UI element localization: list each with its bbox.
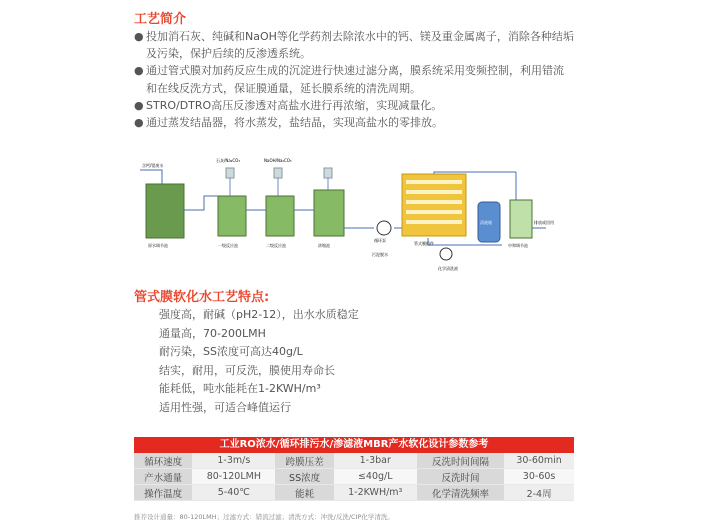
outlet-label: 排放或回用	[534, 220, 554, 225]
dosing-unit	[226, 168, 234, 178]
design-parameter-table	[134, 437, 574, 501]
param-key: 反洗时间	[417, 469, 504, 485]
param-value: 5-40℃	[192, 485, 275, 501]
param-key: 操作温度	[134, 485, 192, 501]
param-key: 产水通量	[134, 469, 192, 485]
membrane-label: 管式膜组件	[414, 241, 434, 246]
sludge-label: 污泥脱水	[372, 252, 388, 257]
intro-bullet-text: 通过蒸发结晶器，将水蒸发，盐结晶，实现高盐水的零排放。	[146, 116, 443, 130]
param-value: 1-3m/s	[192, 453, 275, 469]
neutralization-tank	[510, 200, 532, 238]
tank3-label: 二级反应池	[266, 243, 286, 248]
feature-item: 耐污染，SS浓度可高达40g/L	[159, 345, 303, 359]
bullet-icon: ●	[134, 116, 144, 130]
bullet-icon: ●	[134, 98, 144, 112]
param-value: 2-4周	[504, 485, 574, 501]
bullet-icon: ●	[134, 64, 144, 78]
param-value: 80-120LMH	[192, 469, 275, 485]
membrane-tube	[406, 190, 462, 194]
membrane-tube	[406, 180, 462, 184]
feature-item: 适用性强，可适合峰值运行	[159, 400, 291, 414]
features-list	[159, 306, 359, 418]
raw-water-tank	[146, 184, 184, 238]
concentration-tank	[314, 190, 344, 236]
footnote: 推荐设计通量：80-120LMH；过滤方式：错流过滤；清洗方式：冲洗/反洗/CIP化学清洗。	[134, 513, 394, 521]
membrane-tube	[406, 210, 462, 214]
param-value: 30-60s	[504, 469, 574, 485]
param-value: 1-3bar	[334, 453, 417, 469]
cleaning-pump	[440, 248, 452, 260]
process-flow-diagram	[134, 150, 574, 278]
intro-bullet	[134, 62, 574, 96]
intro-bullet-list	[134, 28, 574, 131]
param-key: 循环速度	[134, 453, 192, 469]
param-key: 反洗时间间隔	[417, 453, 504, 469]
param-key: 跨膜压差	[275, 453, 333, 469]
param-key: SS浓度	[275, 469, 333, 485]
feature-item: 强度高，耐碱（pH2-12），出水水质稳定	[159, 308, 359, 321]
param-key: 能耗	[275, 485, 333, 501]
dose1-label: 石灰/Na₂CO₃	[216, 158, 240, 163]
tank4-label: 浓缩池	[318, 243, 330, 248]
tank1-label: 原水调节池	[148, 243, 168, 248]
feature-item: 结实，耐用，可反洗，膜使用寿命长	[159, 363, 335, 377]
intro-bullet-text: STRO/DTRO高压反渗透对高盐水进行再浓缩，实现减量化。	[146, 98, 443, 112]
ntank-label: 中和调节池	[508, 243, 528, 248]
dosing-unit	[274, 168, 282, 178]
membrane-tube	[406, 220, 462, 224]
reaction-tank-1	[218, 196, 246, 236]
intro-bullet-text: 通过管式膜对加药反应生成的沉淀进行快速过滤分离，膜系统采用变频控制，利用错流和在线反洗方式，保证膜通量，延长膜系统的清洗周期。	[146, 64, 564, 95]
dose2-label: NaOH/Na₂CO₃	[264, 158, 292, 163]
membrane-tube	[406, 200, 462, 204]
bullet-icon: ●	[134, 30, 144, 43]
param-value: ≤40g/L	[334, 469, 417, 485]
inlet-label: 含钙/镁废水	[142, 163, 164, 168]
ptank-label: 清液箱	[480, 220, 492, 225]
intro-bullet	[134, 97, 574, 114]
param-value: 1-2KWH/m³	[334, 485, 417, 501]
pump-label: 循环泵	[374, 238, 386, 243]
table-caption: 工业RO浓水/循环排污水/渗滤液MBR产水软化设计参数参考	[134, 437, 574, 453]
intro-title: 工艺简介	[134, 12, 187, 27]
reaction-tank-2	[266, 196, 294, 236]
intro-bullet	[134, 114, 574, 131]
intro-bullet	[134, 28, 574, 62]
tank2-label: 一级反应池	[218, 243, 238, 248]
circulation-pump	[377, 221, 391, 235]
features-title: 管式膜软化水工艺特点:	[134, 290, 270, 305]
feature-item: 通量高，70-200LMH	[159, 326, 266, 340]
pipe	[230, 178, 328, 196]
param-value: 30-60min	[504, 453, 574, 469]
dosing-unit	[324, 168, 332, 178]
intro-bullet-text: 投加消石灰、纯碱和NaOH等化学药剂去除浓水中的钙、镁及重金属离子，消除各种结垢及污染，保护后续的反渗透系统。	[146, 30, 574, 61]
clean-label: 化学清洗液	[438, 266, 458, 271]
feature-item: 能耗低，吨水能耗在1-2KWH/m³	[159, 382, 321, 396]
table-row	[134, 485, 574, 501]
param-key: 化学清洗频率	[417, 485, 504, 501]
table-row	[134, 469, 574, 485]
table-row	[134, 453, 574, 469]
